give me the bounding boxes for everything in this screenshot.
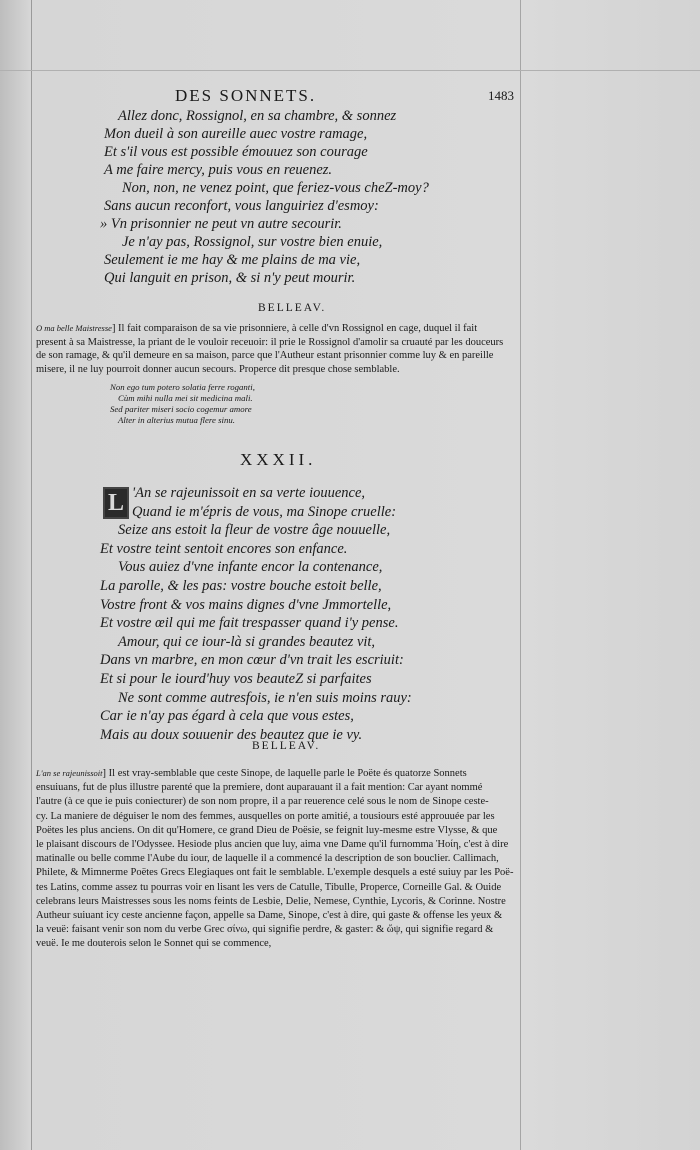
verse-line: Dans vn marbre, en mon cœur d'vn trait les escriuit: [100,652,404,669]
verse-line: Je n'ay pas, Rossignol, sur vostre bien enuie, [122,234,383,250]
sonnet-main [100,484,412,744]
verse-line: Mon dueil à son aureille auec vostre ramage, [104,126,368,142]
commentary-line: de son ramage, & qu'il demeure en sa maison, parce que l'Autheur estant prisonnier comme luy & en pareille [36,350,494,362]
verse-line: Seulement ie me hay & me plains de ma vie, [104,252,361,268]
left-margin-rule [31,0,32,1150]
commentary-line: Autheur suiuant icy ceste ancienne façon, appelle sa Dame, Sinope, c'est à dire, qui gaste & offense les yeux & [36,910,503,922]
commentary-line: l'autre (à ce que ie puis coniecturer) de son nom propre, il a par reuerence celé sous le nom de Sinope ceste- [36,796,489,808]
commentary-heading: BELLEAV. [252,740,321,752]
commentary-line: la veuë: faisant venir son nom du verbe Grec σίνω, qui signifie perdre, & gaster: & ὤψ, qui signifie regard & [36,924,494,936]
latin-quotation [110,382,255,426]
verse-line: Car ie n'ay pas égard à cela que vous estes, [100,708,354,725]
verse-line: Mais au doux souuenir des beautez que ie vy. [100,726,363,743]
commentary-line: veuë. Ie me douterois selon le Sonnet qui se commence, [36,938,272,950]
commentary-2 [36,766,513,952]
quote-line: Cùm mihi nulla mei sit medicina mali. [118,393,253,403]
commentary-line: O ma belle Maistresse] Il fait comparaison de sa vie prisonniere, à celle d'vn Rossignol en cage, duquel il fait [36,323,478,334]
commentary-line: misere, il ne luy pourroit donner aucun secours. Properce dit presque chose semblable. [36,363,400,375]
commentary-lemma: O ma belle Maistresse [36,323,112,333]
commentary-line: Poëtes les plus anciens. On dit qu'Homere, ce grand Dieu de Poësie, se feignit luy-mesme estre Vlysse, & que [36,824,498,836]
commentary-lemma: L'an se rajeunissoit [36,768,103,778]
ornamental-initial: L [103,487,129,519]
quote-line: Alter in alterius mutua flere sinu. [118,415,235,425]
commentary-1 [36,322,503,376]
verse-line: Et si pour le iourd'huy vos beauteZ si parfaites [100,670,372,687]
commentary-line: tes Latins, comme assez tu pourras voir en lisant les vers de Catulle, Tibulle, Properce, Corneille Gal. & Ouide [36,881,502,893]
sonnet-number: XXXII. [240,450,317,469]
verse-line: Qui languit en prison, & si n'y peut mourir. [104,270,356,286]
page-number: 1483 [488,88,514,103]
commentary-heading: BELLEAV. [258,302,327,314]
commentary-line: L'an se rajeunissoit] Il est vray-semblable que ceste Sinope, de laquelle parle le Poëte és quatorze Sonnets [36,768,467,779]
commentary-line: celebrans leurs Maistresses sous les noms feints de Lesbie, Delie, Nemese, Cynthie, Lycoris, & Corinne. Nostre [36,895,506,907]
commentary-line: le plaisant discours de l'Odyssee. Hesiode plus ancien que luy, aima vne Dame qu'il furnomma Ἠοίη, c'est à dire [36,839,509,851]
top-rule [0,70,700,71]
right-margin-rule [520,0,521,1150]
verse-line: Amour, qui ce iour-là si grandes beautez vit, [118,633,376,650]
commentary-line: present à sa Maistresse, la priant de le vouloir receuoir: il prie le Rossignol d'amolir sa cruauté par les douceurs [36,336,504,348]
commentary-line: Philete, & Mimnerme Poëtes Grecs Elegiaques ont fait le semblable. L'exemple desquels a esté suiuy par les Poë- [36,867,514,879]
verse-line: 'An se rajeunissoit en sa verte iouuence, [132,485,366,501]
commentary-line: cy. La maniere de déguiser le nom des femmes, ausquelles on porte amitié, a tousiours esté approuuée par les [36,810,495,822]
quote-line: Sed pariter miseri socio cogemur amore [110,404,252,414]
commentary-line: matinalle ou belle comme l'Aube du iour, de laquelle il a commencé la description de son bouclier. Callimach, [36,853,499,865]
running-head: DES SONNETS. [175,86,317,105]
verse-line: Ne sont comme autresfois, ie n'en suis moins rauy: [118,689,412,706]
commentary-line: ensuiuans, fut de plus illustre parenté que la premiere, dont auparauant il a fait mention: Car ayant nommé [36,782,483,794]
verse-line: Vostre front & vos mains dignes d'vne Jmmortelle, [100,596,392,613]
verse-line: La parolle, & les pas: vostre bouche estoit belle, [100,577,382,594]
verse-line: Et vostre teint sentoit encores son enfance. [100,540,348,557]
verse-line: Sans aucun reconfort, vous languiriez d'esmoy: [104,198,379,214]
verse-line: Seize ans estoit la fleur de vostre âge nouuelle, [118,522,391,539]
verse-line: A me faire mercy, puis vous en reuenez. [104,162,333,178]
verse-line: Allez donc, Rossignol, en sa chambre, & sonnez [118,108,397,124]
verse-line: Et vostre œil qui me fait trespasser quand i'y pense. [100,615,399,632]
quote-line: Non ego tum potero solatia ferre roganti, [110,382,255,392]
verse-line: Et s'il vous est possible émouuez son courage [104,144,368,160]
verse-line: » Vn prisonnier ne peut vn autre secourir. [100,216,342,232]
verse-line: Vous auiez d'vne infante encor la contenance, [118,559,383,576]
verse-line: Quand ie m'épris de vous, ma Sinope cruelle: [132,503,397,520]
verse-line: Non, non, ne venez point, que feriez-vous cheZ-moy? [122,180,429,196]
sonnet-top [100,107,429,287]
